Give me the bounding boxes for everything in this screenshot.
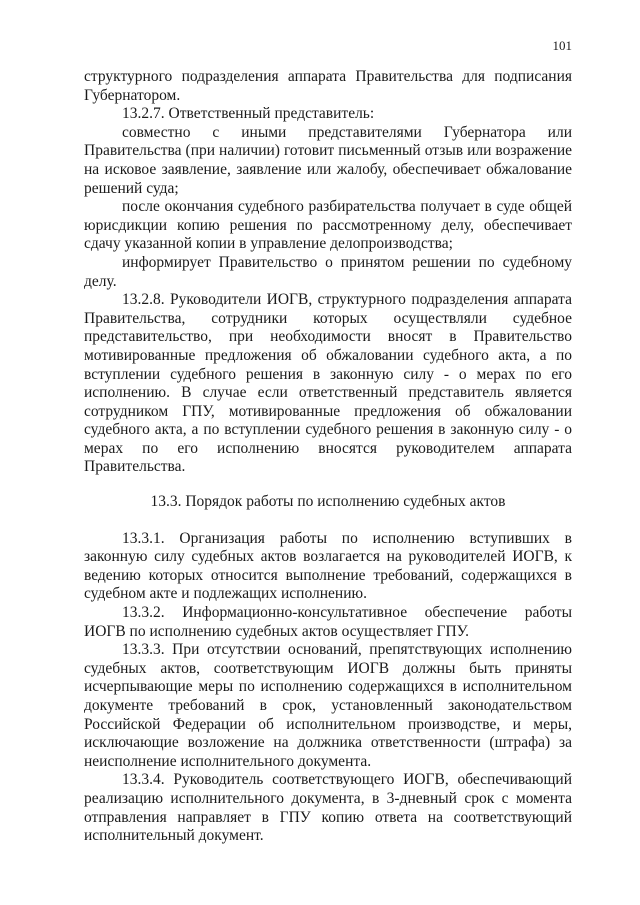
clause-13-2-8: 13.2.8. Руководители ИОГВ, структурного подразделения аппарата Правительства, сотрудники которых осуществляли судебное представительство, при необходимости вносят в Правительство мотивированные предложения об обжаловании судебного акта, а по вступлении судебного решения в законную силу - о мерах по его исполнению. В случае если ответственный представитель является сотрудником ГПУ, мотивированные предложения об обжаловании судебного акта, а по вступлении судебного решения в законную силу - о мерах по его исполнению вносятся руководителем аппарата Правительства. [84,291,572,476]
clause-13-3-2: 13.3.2. Информационно-консультативное обеспечение работы ИОГВ по исполнению судебных актов осуществляет ГПУ. [84,604,572,640]
clause-13-2-7-heading: 13.2.7. Ответственный представитель: [122,105,375,123]
section-heading-13-3: 13.3. Порядок работы по исполнению судебных актов [150,493,506,511]
document-body [84,68,572,846]
clause-13-3-1: 13.3.1. Организация работы по исполнению вступивших в законную силу судебных актов возлагается на руководителей ИОГВ, к ведению которых относится выполнение требований, содержащихся в судебном акте и подлежащих исполнению. [84,529,572,603]
clause-13-2-7-item-1: совместно с иными представителями Губернатора или Правительства (при наличии) готовит письменный отзыв или возражение на исковое заявление, заявление или жалобу, обеспечивает обжалование решений суда; [84,123,572,197]
page-number: 101 [552,38,572,53]
paragraph-continuation: структурного подразделения аппарата Правительства для подписания Губернатором. [84,68,572,104]
clause-13-3-3: 13.3.3. При отсутствии оснований, препятствующих исполнению судебных актов, соответствующим ИОГВ должны быть приняты исчерпывающие меры по исполнению содержащихся в исполнительном документе требований в срок, установленный законодательством Российской Федерации об исполнительном производстве, и меры, исключающие возложение на должника ответственности (штрафа) за неисполнение исполнительного документа. [84,641,572,770]
clause-13-2-7-item-3: информирует Правительство о принятом решении по судебному делу. [84,253,572,290]
clause-13-3-4: 13.3.4. Руководитель соответствующего ИОГВ, обеспечивающий реализацию исполнительного документа, в 3-дневный срок с момента отправления направляет в ГПУ копию ответа на соответствующий исполнительный документ. [84,771,572,845]
clause-13-2-7-item-2: после окончания судебного разбирательства получает в суде общей юрисдикции копию решения по рассмотренному делу, обеспечивает сдачу указанной копии в управление делопроизводства; [84,198,572,253]
